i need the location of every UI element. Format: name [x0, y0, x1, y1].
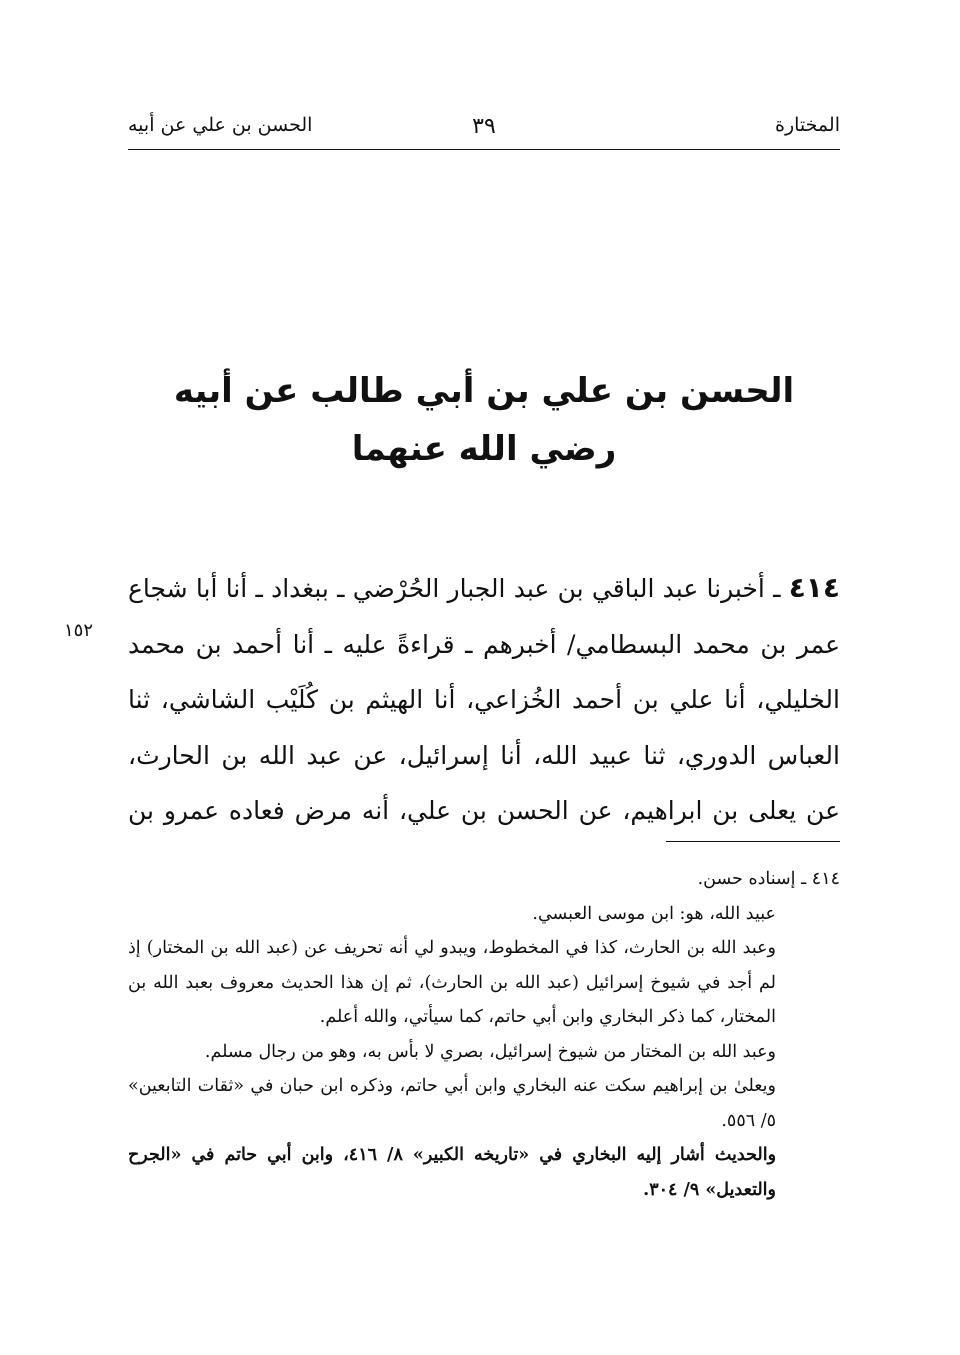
- hadith-number: ٤١٤: [788, 571, 840, 604]
- header-divider: [128, 149, 840, 150]
- chapter-title-line-2: رضي الله عنهما: [351, 429, 617, 469]
- manuscript-folio-number: ١٥٢: [64, 620, 94, 641]
- footnotes: [128, 862, 840, 1207]
- chapter-title: [128, 362, 840, 478]
- footnote-paragraph: وعبد الله بن الحارث، كذا في المخطوط، ويبدو لي أنه تحريف عن (عبد الله بن المختار) إذ لم أجد في شيوخ إسرائيل (عبد الله بن الحارث)، ثم إن هذا الحديث معروف بعبد الله بن المختار، كما ذكر البخاري وابن أبي حاتم، كما سيأتي، والله أعلم.: [128, 938, 776, 1027]
- footnote-paragraph: عبيد الله، هو: ابن موسى العبسي.: [532, 903, 776, 924]
- page-number: ٣٩: [472, 114, 496, 139]
- footnote-paragraph: والحديث أشار إليه البخاري في «تاريخه الكبير» ٨/ ٤١٦، وابن أبي حاتم في «الجرح والتعديل» ٩/ ٣٠٤.: [128, 1145, 777, 1200]
- hadith-text: [128, 560, 840, 839]
- footnote-divider: [666, 841, 840, 842]
- running-title: الحسن بن علي عن أبيه: [128, 114, 313, 136]
- hadith-body: ـ أخبرنا عبد الباقي بن عبد الجبار الحُرْضي ـ ببغداد ـ أنا أبا شجاع عمر بن محمد البسطامي/ أخبرهم ـ قراءةً عليه ـ أنا أحمد بن محمد الخليلي، أنا علي بن أحمد الخُزاعي، أنا الهيثم بن كُلَيْب الشاشي، ثنا العباس الدوري، ثنا عبيد الله، أنا إسرائيل، عن عبد الله بن الحارث، عن يعلى بن ابراهيم، عن الحسن بن علي، أنه مرض فعاده عمرو بن: [128, 574, 840, 825]
- footnote-paragraph: ويعلىٰ بن إبراهيم سكت عنه البخاري وابن أبي حاتم، وذكره ابن حبان في «ثقات التابعين» ٥/ ٥٥٦.: [128, 1076, 776, 1131]
- chapter-title-line-1: الحسن بن علي بن أبي طالب عن أبيه: [173, 371, 795, 411]
- running-header: [128, 108, 840, 148]
- footnote-head: ٤١٤ ـ إسناده حسن.: [697, 869, 840, 889]
- book-name: المختارة: [775, 114, 840, 136]
- footnote-paragraph: وعبد الله بن المختار من شيوخ إسرائيل، بصري لا بأس به، وهو من رجال مسلم.: [204, 1041, 776, 1062]
